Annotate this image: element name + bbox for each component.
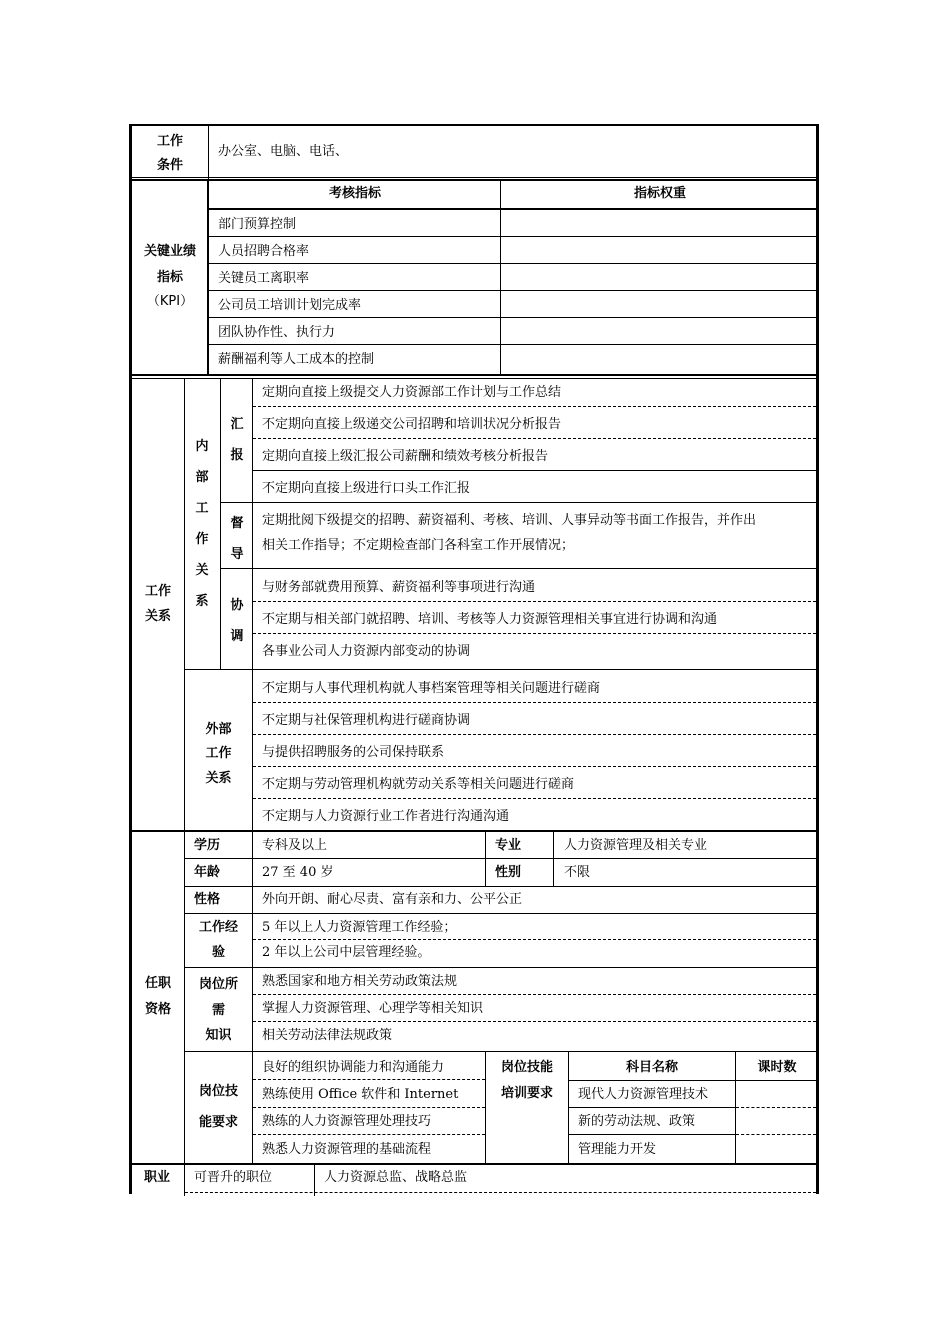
report-item: 定期向直接上级汇报公司薪酬和绩效考核分析报告 <box>262 449 549 464</box>
gender-label: 性别 <box>495 865 522 880</box>
coordinate-item: 不定期与相关部门就招聘、培训、考核等人力资源管理相关事宜进行协调和沟通 <box>262 612 718 627</box>
internal-relations-label: 内 部 工 作 关 系 <box>195 439 209 609</box>
personality-value: 外向开朗、耐心尽责、富有亲和力、公平公正 <box>262 892 523 907</box>
major-label: 专业 <box>495 838 522 853</box>
supervise-text-1: 定期批阅下级提交的招聘、薪资福利、考核、培训、人事异动等书面工作报告，并作出 <box>262 513 757 528</box>
external-item: 不定期与社保管理机构进行磋商协调 <box>262 713 471 728</box>
kpi-item: 薪酬福利等人工成本的控制 <box>218 352 375 367</box>
kpi-item: 公司员工培训计划完成率 <box>218 298 362 313</box>
experience-item: 5 年以上人力资源管理工作经验； <box>262 920 457 935</box>
coordinate-item: 与财务部就费用预算、薪资福利等事项进行沟通 <box>262 580 536 595</box>
knowledge-label-3: 知识 <box>205 1028 232 1043</box>
kpi-col-indicator: 考核指标 <box>328 186 381 201</box>
relations-label-1: 工作 <box>144 584 171 599</box>
personality-label: 性格 <box>194 892 221 907</box>
external-item: 不定期与人事代理机构就人事档案管理等相关问题进行磋商 <box>262 681 601 696</box>
skill-item: 熟练使用 Office 软件和 Internet <box>262 1087 459 1102</box>
subject-col-header: 科目名称 <box>625 1060 678 1075</box>
knowledge-label-2: 需 <box>211 1003 225 1018</box>
coordinate-label: 协 调 <box>230 598 244 644</box>
experience-label-1: 工作经 <box>198 920 238 935</box>
kpi-item: 人员招聘合格率 <box>218 244 310 259</box>
kpi-label-2: 指标 <box>156 270 183 285</box>
job-description-table <box>129 124 819 1194</box>
skill-label-2: 能要求 <box>198 1115 238 1130</box>
report-label: 汇 报 <box>230 417 244 463</box>
work-conditions-label-1: 工作 <box>156 134 183 149</box>
knowledge-item: 掌握人力资源管理、心理学等相关知识 <box>262 1001 484 1016</box>
promotion-value: 人力资源总监、战略总监 <box>324 1170 468 1185</box>
subject-item: 新的劳动法规、政策 <box>578 1114 696 1129</box>
report-item: 定期向直接上级提交人力资源部工作计划与工作总结 <box>262 385 562 400</box>
kpi-label-1: 关键业绩 <box>143 244 196 259</box>
external-relations-label-1: 外部 <box>205 722 232 737</box>
kpi-item: 关键员工离职率 <box>218 271 310 286</box>
knowledge-item: 熟悉国家和地方相关劳动政策法规 <box>262 974 458 989</box>
external-relations-label-3: 关系 <box>205 771 232 786</box>
experience-item: 2 年以上公司中层管理经验。 <box>262 945 431 960</box>
age-label: 年龄 <box>194 865 221 880</box>
work-conditions-label-2: 条件 <box>156 158 183 173</box>
skill-item: 熟悉人力资源管理的基础流程 <box>262 1142 432 1157</box>
education-value: 专科及以上 <box>262 838 328 853</box>
kpi-item: 部门预算控制 <box>218 217 297 232</box>
report-item: 不定期向直接上级递交公司招聘和培训状况分析报告 <box>262 417 562 432</box>
supervise-label: 督 导 <box>230 516 244 562</box>
experience-label-2: 验 <box>211 945 225 960</box>
supervise-text-2: 相关工作指导；不定期检查部门各科室工作开展情况； <box>262 538 575 553</box>
skill-label-1: 岗位技 <box>198 1084 238 1099</box>
external-item: 与提供招聘服务的公司保持联系 <box>262 745 445 760</box>
work-conditions-value: 办公室、电脑、电话、 <box>218 144 349 159</box>
external-item: 不定期与人力资源行业工作者进行沟通沟通 <box>262 809 510 824</box>
external-item: 不定期与劳动管理机构就劳动关系等相关问题进行磋商 <box>262 777 575 792</box>
training-label-2: 培训要求 <box>500 1086 553 1101</box>
knowledge-item: 相关劳动法律法规政策 <box>262 1028 393 1043</box>
knowledge-label-1: 岗位所 <box>198 977 238 992</box>
subject-item: 现代人力资源管理技术 <box>578 1087 709 1102</box>
coordinate-item: 各事业公司人力资源内部变动的协调 <box>262 644 471 659</box>
career-label: 职业 <box>144 1170 171 1185</box>
kpi-col-weight: 指标权重 <box>633 186 686 201</box>
external-relations-label-2: 工作 <box>205 746 232 761</box>
subject-item: 管理能力开发 <box>578 1142 657 1157</box>
promotion-label: 可晋升的职位 <box>194 1170 273 1185</box>
qualification-label-1: 任职 <box>144 976 171 991</box>
age-value: 27 至 40 岁 <box>262 865 334 880</box>
major-value: 人力资源管理及相关专业 <box>564 838 708 853</box>
report-item: 不定期向直接上级进行口头工作汇报 <box>262 481 471 496</box>
gender-value: 不限 <box>564 865 591 880</box>
skill-item: 熟练的人力资源管理处理技巧 <box>262 1114 432 1129</box>
qualification-label-2: 资格 <box>144 1002 171 1017</box>
education-label: 学历 <box>194 838 221 853</box>
hours-col-header: 课时数 <box>757 1060 797 1075</box>
training-label-1: 岗位技能 <box>500 1060 553 1075</box>
relations-label-2: 关系 <box>144 609 171 624</box>
kpi-item: 团队协作性、执行力 <box>218 325 336 340</box>
skill-item: 良好的组织协调能力和沟通能力 <box>262 1060 445 1075</box>
kpi-label-3: （KPI） <box>146 294 194 309</box>
